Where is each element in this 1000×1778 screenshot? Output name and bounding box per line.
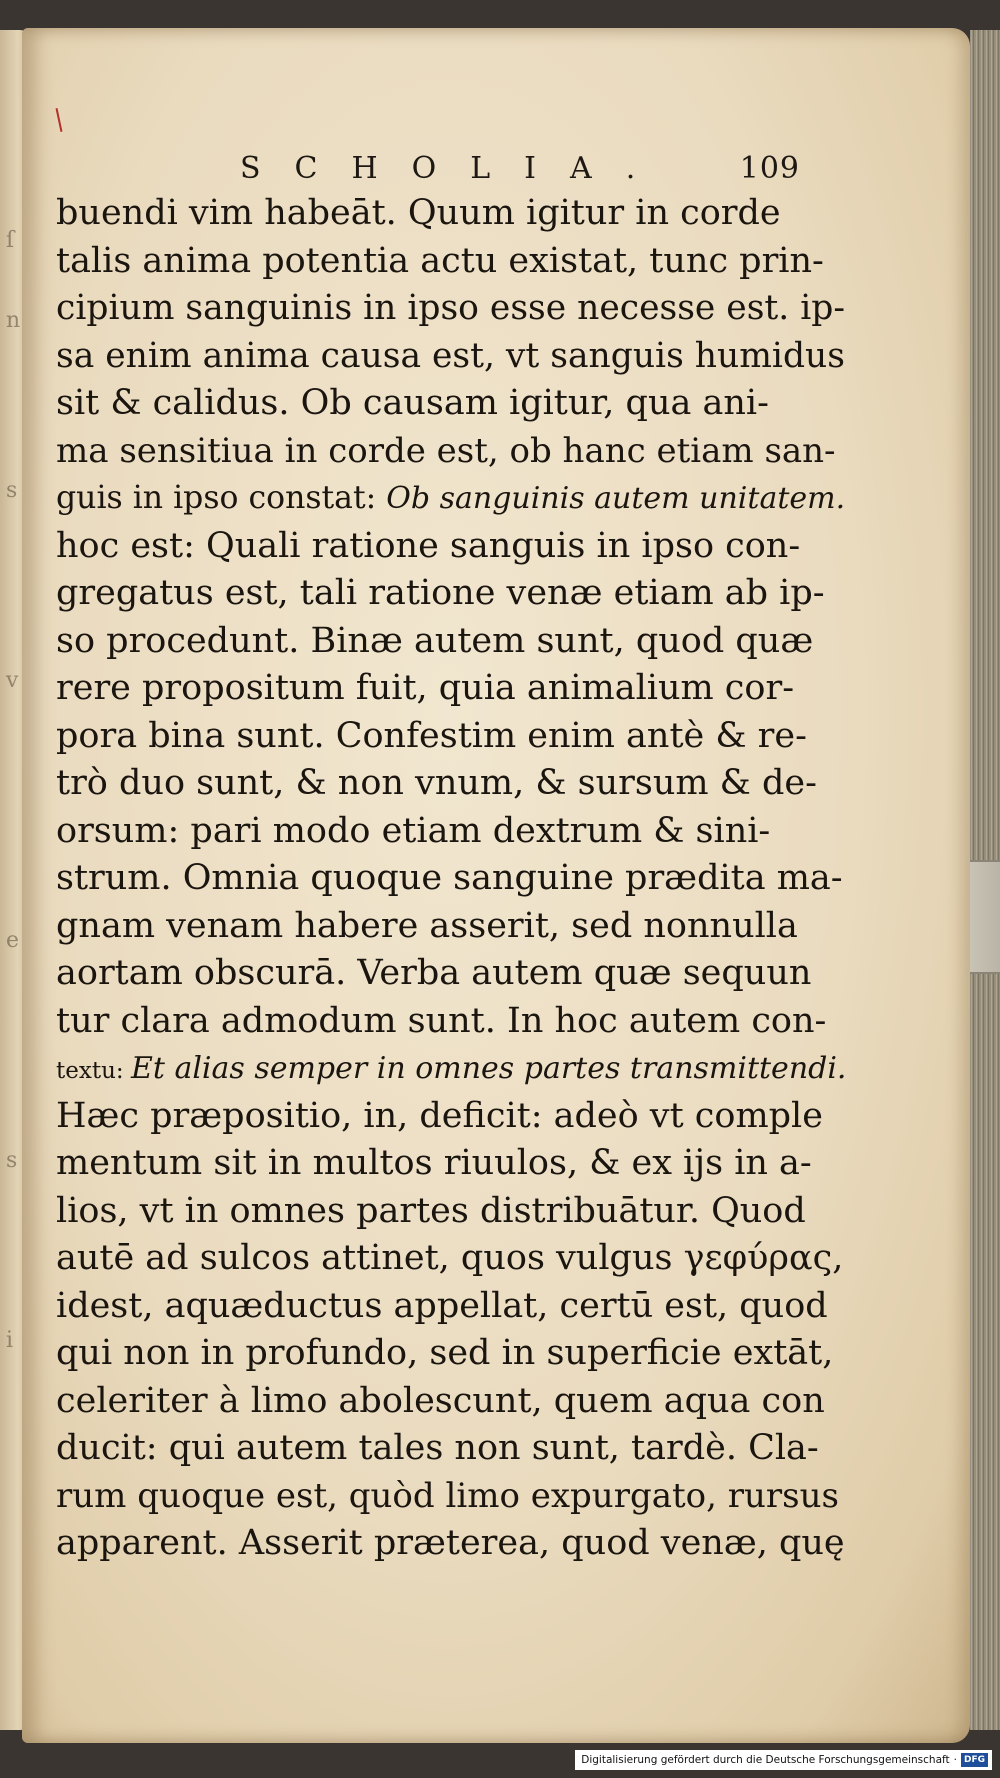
line-text: guis in ipso constat: — [56, 480, 387, 516]
text-line — [56, 618, 846, 666]
text-line — [56, 1425, 846, 1473]
text-line — [56, 903, 846, 951]
line-text: tur clara admodum sunt. In hoc autem con- — [56, 1000, 827, 1041]
footer-separator: · — [953, 1754, 957, 1766]
text-line — [56, 1045, 846, 1093]
line-text: gnam venam habere asserit, sed nonnulla — [56, 905, 798, 946]
line-text: Hæc præpositio, in, deficit: adeò vt comple — [56, 1095, 823, 1136]
line-text: rere propositum fuit, quia animalium cor- — [56, 668, 795, 708]
italic-lemma: Et alias semper in omnes partes transmittendi. — [130, 1051, 847, 1086]
text-line — [56, 1093, 846, 1141]
margin-mark — [56, 108, 63, 132]
text-line — [56, 808, 846, 856]
text-line — [56, 950, 846, 998]
text-line — [56, 665, 846, 713]
line-text: idest, aquæductus appellat, certū est, quod — [56, 1285, 828, 1326]
line-text: sit & calidus. Ob causam igitur, qua ani- — [56, 383, 769, 423]
text-line — [56, 855, 846, 903]
line-text: autē ad sulcos attinet, quos vulgus γεφύρας, — [56, 1238, 844, 1278]
text-line — [56, 428, 846, 476]
footer-credit — [575, 1750, 992, 1770]
line-text: sa enim anima causa est, vt sanguis humidus — [56, 335, 845, 376]
text-line — [56, 760, 846, 808]
text-line — [56, 475, 846, 523]
line-text: cipium sanguinis in ipso esse necesse est. ip- — [56, 288, 845, 328]
text-line — [56, 238, 846, 286]
line-text: hoc est: Quali ratione sanguis in ipso con- — [56, 525, 801, 566]
line-text: ma sensitiua in corde est, ob hanc etiam san- — [56, 430, 836, 471]
running-title: SCHOLIA. — [240, 150, 670, 186]
text-line — [56, 190, 846, 238]
line-text: talis anima potentia actu existat, tunc prin- — [56, 240, 824, 281]
previous-page-edge: ſ n s v e s i — [0, 30, 30, 1730]
line-text: so procedunt. Binæ autem sunt, quod quæ — [56, 620, 814, 661]
running-head — [240, 148, 800, 188]
line-text: pora bina sunt. Confestim enim antè & re- — [56, 715, 807, 756]
text-line — [56, 333, 846, 381]
text-line — [56, 1188, 846, 1236]
line-text: celeriter à limo abolescunt, quem aqua con — [56, 1380, 825, 1421]
line-text: lios, vt in omnes partes distribuātur. Quod — [56, 1190, 806, 1231]
text-line — [56, 1283, 846, 1331]
line-text: qui non in profundo, sed in superficie extāt, — [56, 1333, 834, 1373]
line-text: rum quoque est, quòd limo expurgato, rursus — [56, 1475, 839, 1516]
text-line — [56, 1235, 846, 1283]
text-block — [56, 190, 846, 1568]
line-text: buendi vim habeāt. Quum igitur in corde — [56, 193, 781, 233]
line-text: mentum sit in multos riuulos, & ex ijs in a- — [56, 1143, 812, 1183]
line-text: orsum: pari modo etiam dextrum & sini- — [56, 810, 771, 851]
text-line — [56, 285, 846, 333]
text-line — [56, 380, 846, 428]
dfg-logo-icon: DFG — [961, 1753, 988, 1767]
line-text: trò duo sunt, & non vnum, & sursum & de- — [56, 763, 817, 803]
text-line — [56, 1378, 846, 1426]
text-line — [56, 998, 846, 1046]
text-line — [56, 1140, 846, 1188]
page-number: 109 — [739, 150, 800, 186]
text-line — [56, 523, 846, 571]
text-line — [56, 1473, 846, 1521]
text-line — [56, 1330, 846, 1378]
book-page — [22, 28, 970, 1743]
italic-lemma: Ob sanguinis autem unitatem. — [386, 481, 846, 516]
line-text: apparent. Asserit præterea, quod venæ, quę — [56, 1523, 845, 1563]
line-text: strum. Omnia quoque sanguine prædita ma- — [56, 858, 843, 898]
line-text: gregatus est, tali ratione venæ etiam ab ip- — [56, 573, 825, 613]
text-line — [56, 713, 846, 761]
line-text: ducit: qui autem tales non sunt, tardè. Cla- — [56, 1428, 819, 1468]
line-text: textu: — [56, 1058, 131, 1084]
text-line — [56, 1520, 846, 1568]
line-text: aortam obscurā. Verba autem quæ sequun — [56, 953, 812, 993]
footer-text: Digitalisierung gefördert durch die Deutsche Forschungsgemeinschaft — [581, 1754, 950, 1766]
text-line — [56, 570, 846, 618]
